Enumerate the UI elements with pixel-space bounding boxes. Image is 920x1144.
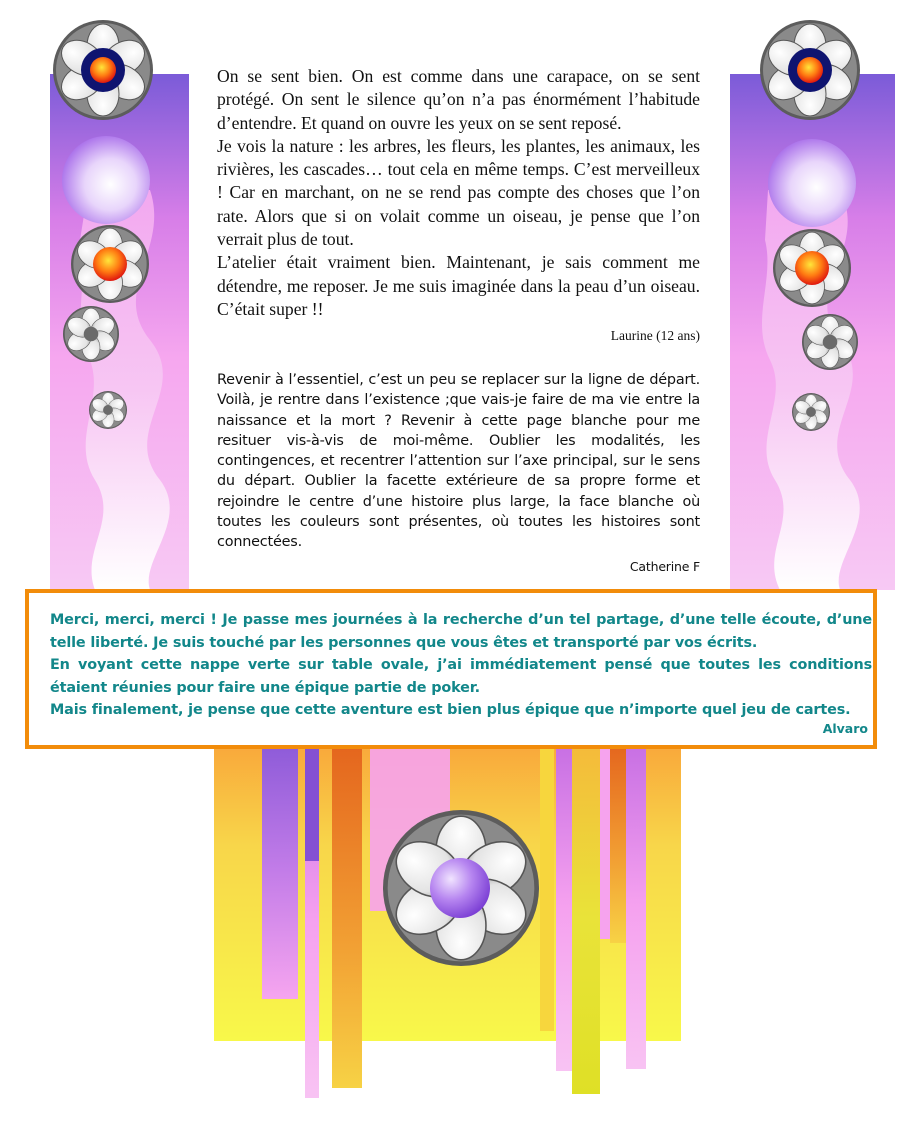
bottom-decoration [214,741,681,1098]
testimonial-paragraph: Merci, merci, merci ! Je passe mes journées à la recherche d’un tel partage, d’une telle écoute, d’une telle liberté. Je suis touché par les personnes que vous êtes et transporté par vos écrits. [50,612,872,651]
testimonial-paragraph: Je vois la nature : les arbres, les fleurs, les plantes, les animaux, les rivières, les cascades… tout cela en même temps. C’est merveilleux ! Car en marchant, on ne se rend pas compte des choses que l’on rate. Alors que si on volait comme un oiseau, je pense que l’on verrait plus de tout. [217,135,700,250]
testimonial-alvaro [50,609,872,722]
testimonial-paragraph: On se sent bien. On est comme dans une carapace, on se sent protégé. On sent le silence qu’on n’a pas énormément l’habitude d’entendre. Et quand on ouvre les yeux on se sent reposé. [217,66,700,133]
right-column-decoration [730,20,895,590]
testimonial-paragraph: Mais finalement, je pense que cette aventure est bien plus épique que n’importe quel jeu de cartes. [50,702,851,719]
testimonial-author: Alvaro [822,721,868,736]
testimonial-author: Catherine F [629,558,700,574]
testimonial-paragraph: Revenir à l’essentiel, c’est un peu se replacer sur la ligne de départ. Voilà, je rentre dans l’existence ;que vais-je faire de ma vie entre la naissance et la mort ? Revenir à cette page blanche pour me resituer vis-à-vis de moi-même. Oublier les modalités, les contingences, et recentrer l’attention sur l’axe principal, sur le sens du départ. Oublier la facette extérieure de sa propre forme et rejoindre le centre d’une histoire plus large, la face blanche où toutes les couleurs sont présentes, où toutes les histoires sont connectées. [217,372,700,551]
testimonial-author: Laurine (12 ans) [610,328,700,344]
testimonial-laurine [217,65,700,348]
testimonial-catherine [217,370,700,577]
left-column-decoration [50,20,189,590]
testimonial-paragraph: L’atelier était vraiment bien. Maintenant, je sais comment me détendre, me reposer. Je me suis imaginée dans la peau d’un oiseau. C’était super !! [217,252,700,319]
testimonial-alvaro-box [25,589,877,749]
testimonial-paragraph: En voyant cette nappe verte sur table ovale, j’ai immédiatement pensé que toutes les conditions étaient réunies pour faire une épique partie de poker. [50,657,872,696]
